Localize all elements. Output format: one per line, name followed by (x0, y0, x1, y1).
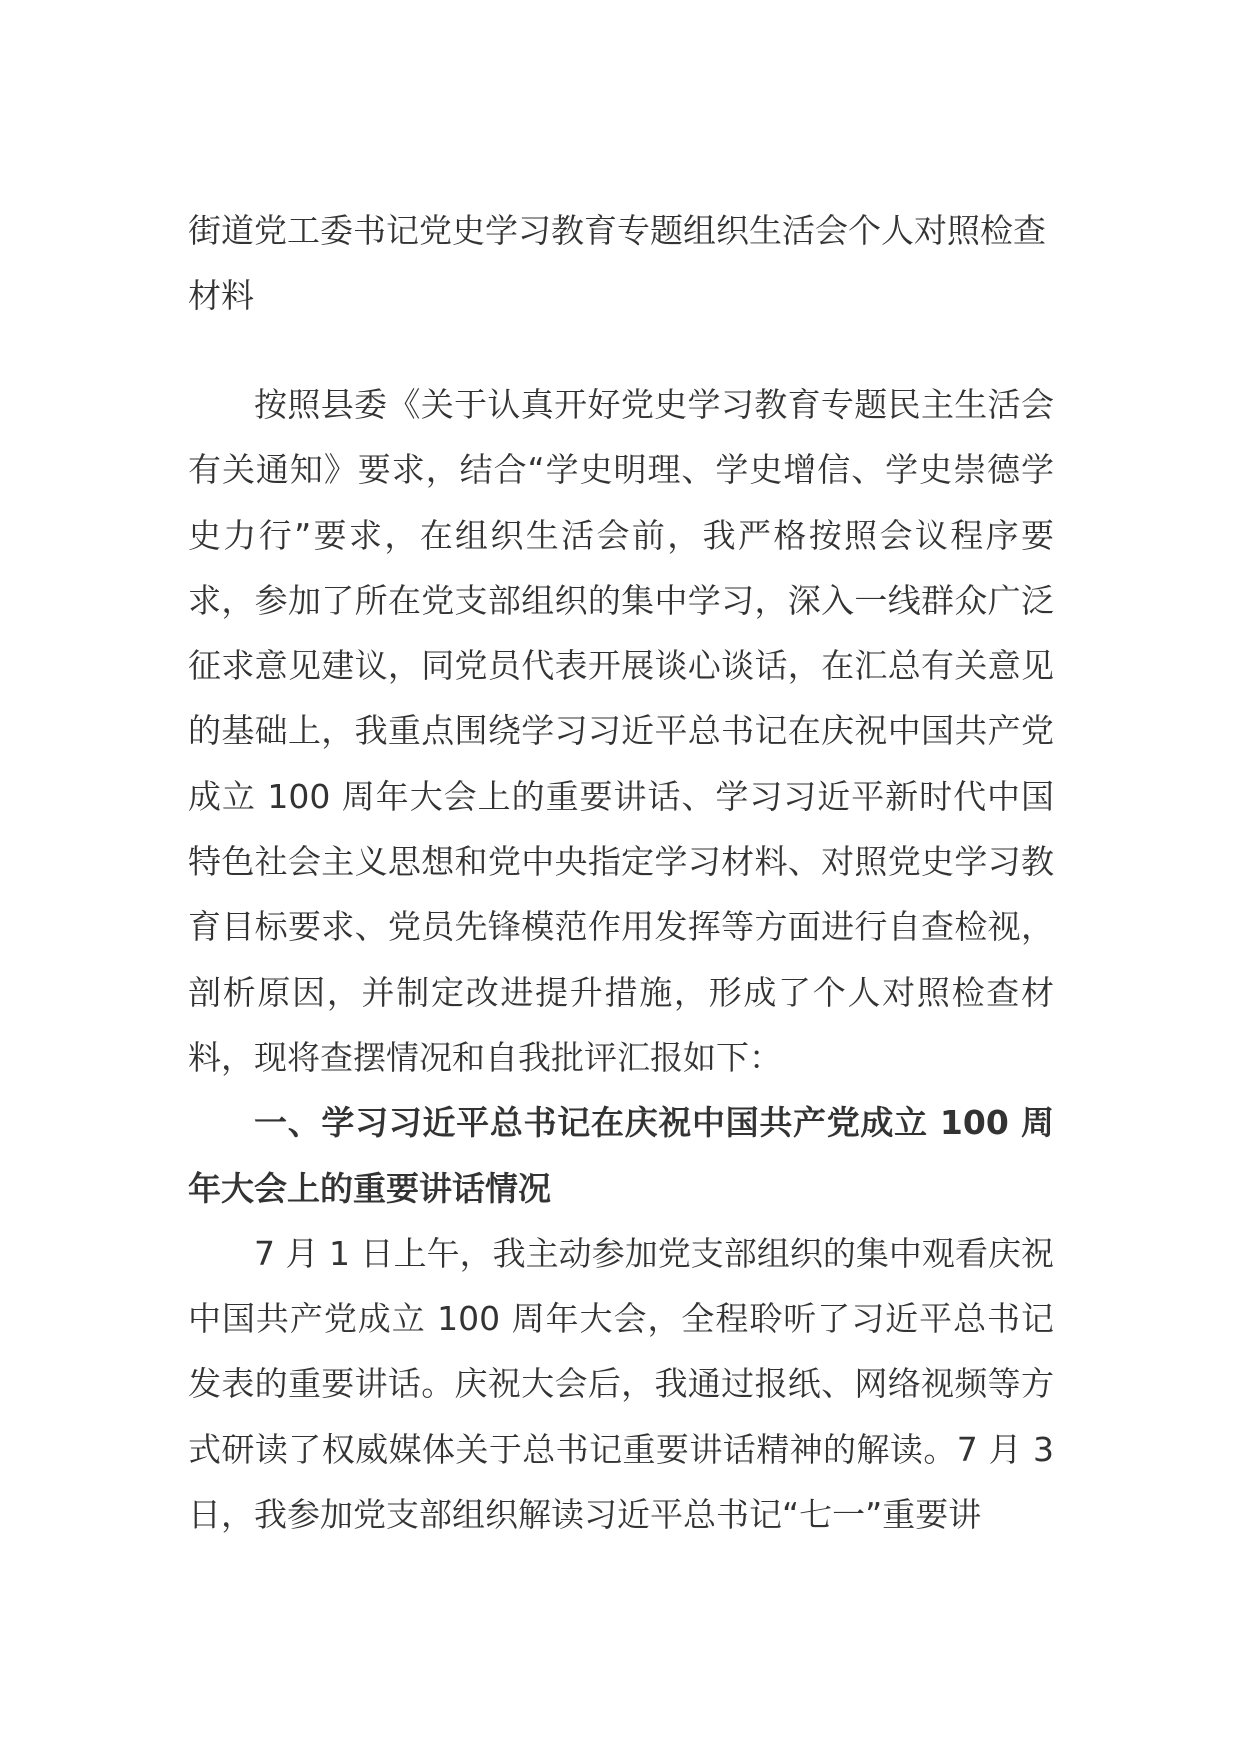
document-body (188, 372, 1054, 1547)
intro-paragraph: 按照县委《关于认真开好党史学习教育专题民主生活会有关通知》要求，结合“学史明理、学史增信、学史崇德学史力行”要求，在组织生活会前，我严格按照会议程序要求，参加了所在党支部组织的集中学习，深入一线群众广泛征求意见建议，同党员代表开展谈心谈话，在汇总有关意见的基础上，我重点围绕学习习近平总书记在庆祝中国共产党成立 100 周年大会上的重要讲话、学习习近平新时代中国特色社会主义思想和党中央指定学习材料、对照党史学习教育目标要求、党员先锋模范作用发挥等方面进行自查检视，剖析原因，并制定改进提升措施，形成了个人对照检查材料，现将查摆情况和自我批评汇报如下： (188, 385, 1054, 1077)
section-1-paragraph: 7 月 1 日上午，我主动参加党支部组织的集中观看庆祝中国共产党成立 100 周年大会，全程聆听了习近平总书记发表的重要讲话。庆祝大会后，我通过报纸、网络视频等方式研读了权威媒体关于总书记重要讲话精神的解读。7 月 3 日，我参加党支部组织解读习近平总书记“七一”重要讲 (188, 1233, 1054, 1535)
section-heading-1: 一、学习习近平总书记在庆祝中国共产党成立 100 周年大会上的重要讲话情况 (188, 1103, 1054, 1208)
document-title: 街道党工委书记党史学习教育专题组织生活会个人对照检查材料 (188, 211, 1046, 315)
